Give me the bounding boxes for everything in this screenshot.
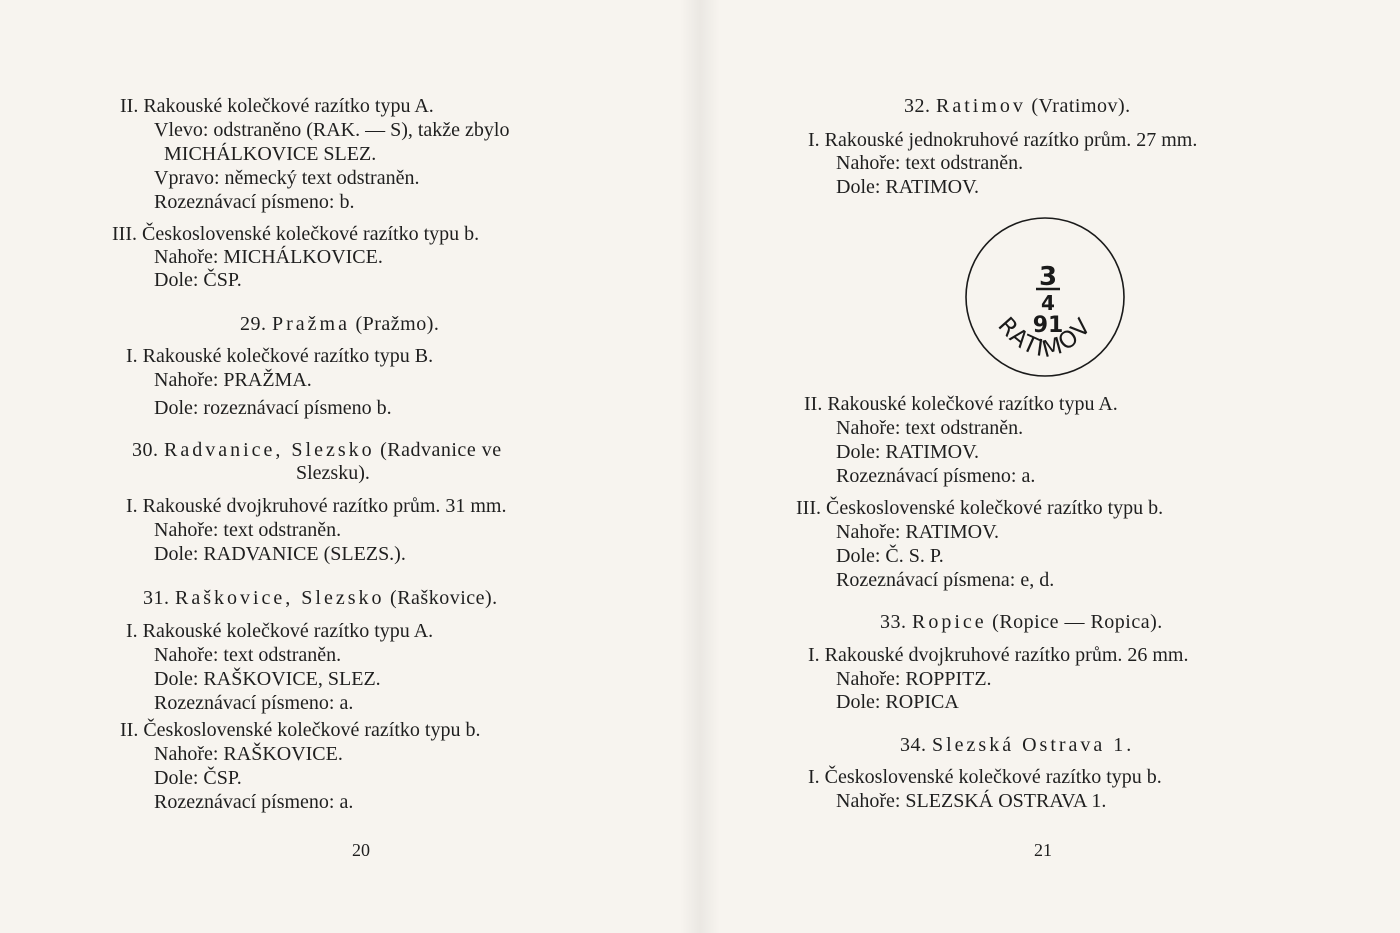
section-name: Ratimov	[936, 95, 1026, 117]
text-line: I. Rakouské dvojkruhové razítko prům. 31 mm.	[126, 495, 507, 517]
section-heading-30	[132, 438, 502, 462]
text-line: I. Československé kolečkové razítko typu b.	[808, 766, 1162, 788]
section-name: Radvanice, Slezsko	[164, 439, 375, 461]
section-number: 30.	[132, 439, 159, 461]
page-number: 20	[352, 840, 370, 860]
text-line: Dole: Č. S. P.	[836, 545, 944, 567]
section-alt-name-cont: Slezsku).	[296, 462, 370, 484]
text-line: Nahoře: text odstraněn.	[154, 519, 342, 541]
section-heading-33	[880, 610, 1163, 634]
text-line: Nahoře: SLEZSKÁ OSTRAVA 1.	[836, 790, 1107, 812]
text-line: Nahoře: ROPPITZ.	[836, 668, 992, 690]
text-line: Dole: RADVANICE (SLEZS.).	[154, 543, 406, 565]
section-number: 32.	[904, 95, 931, 117]
text-line: Vpravo: německý text odstraněn.	[154, 167, 420, 189]
text-line: Nahoře: RATIMOV.	[836, 521, 999, 543]
text-line: Rozeznávací písmeno: a.	[154, 692, 354, 714]
text-line: Nahoře: PRAŽMA.	[154, 369, 312, 391]
text-line: II. Československé kolečkové razítko typu b.	[120, 719, 481, 741]
section-name: Ropice	[912, 611, 987, 633]
text-line: Nahoře: text odstraněn.	[154, 644, 342, 666]
book-gutter	[680, 0, 720, 933]
text-line: I. Rakouské kolečkové razítko typu A.	[126, 620, 434, 642]
text-line: Nahoře: RAŠKOVICE.	[154, 743, 343, 765]
section-heading-31	[143, 586, 498, 610]
text-line: I. Rakouské dvojkruhové razítko prům. 26 mm.	[808, 644, 1189, 666]
section-number: 31.	[143, 587, 170, 609]
section-alt-name: (Pražmo).	[355, 313, 440, 335]
text-line: III. Československé kolečkové razítko typu b.	[112, 223, 480, 245]
text-line: Dole: ČSP.	[154, 269, 242, 291]
section-alt-name: (Vratimov).	[1031, 95, 1131, 117]
text-line: Rozeznávací písmeno: b.	[154, 191, 355, 213]
section-heading-29	[240, 312, 439, 336]
section-name: Slezská Ostrava 1.	[932, 734, 1135, 756]
text-line: MICHÁLKOVICE SLEZ.	[164, 143, 377, 165]
page-number: 21	[1034, 840, 1052, 860]
section-number: 34.	[900, 734, 927, 756]
text-line: Dole: ROPICA	[836, 691, 959, 713]
text-line: I. Rakouské jednokruhové razítko prům. 27 mm.	[808, 129, 1198, 151]
text-line: Vlevo: odstraněno (RAK. — S), takže zbylo	[154, 119, 510, 141]
text-line: Rozeznávací písmeno: a.	[836, 465, 1036, 487]
section-name: Pražma	[272, 313, 350, 335]
section-number: 33.	[880, 611, 907, 633]
ratimov-postmark	[960, 215, 1130, 380]
section-alt-name: (Raškovice).	[390, 587, 498, 609]
section-heading-32	[904, 94, 1131, 118]
section-name: Raškovice, Slezsko	[175, 587, 385, 609]
text-line: Dole: RATIMOV.	[836, 176, 979, 198]
postmark-day: 3	[1038, 262, 1058, 292]
text-line: Rozeznávací písmeno: a.	[154, 791, 354, 813]
section-alt-name: (Ropice — Ropica).	[992, 611, 1163, 633]
text-line: III. Československé kolečkové razítko typu b.	[796, 497, 1164, 519]
postmark-year: 91	[1032, 313, 1064, 338]
text-line: Dole: ČSP.	[154, 767, 242, 789]
text-line: Rozeznávací písmena: e, d.	[836, 569, 1055, 591]
section-number: 29.	[240, 313, 267, 335]
text-line: II. Rakouské kolečkové razítko typu A.	[804, 393, 1118, 415]
text-line: Nahoře: MICHÁLKOVICE.	[154, 246, 383, 268]
text-line: Nahoře: text odstraněn.	[836, 152, 1024, 174]
section-heading-34	[900, 733, 1134, 757]
text-line: I. Rakouské kolečkové razítko typu B.	[126, 345, 434, 367]
postmark-arc-text: RATIMOV	[992, 312, 1098, 364]
postmark-month: 4	[1041, 291, 1055, 315]
text-line: Dole: RAŠKOVICE, SLEZ.	[154, 668, 381, 690]
text-line: Dole: RATIMOV.	[836, 441, 979, 463]
text-line: II. Rakouské kolečkové razítko typu A.	[120, 95, 434, 117]
text-line: Nahoře: text odstraněn.	[836, 417, 1024, 439]
section-alt-name: (Radvanice ve	[380, 439, 502, 461]
text-line: Dole: rozeznávací písmeno b.	[154, 397, 392, 419]
